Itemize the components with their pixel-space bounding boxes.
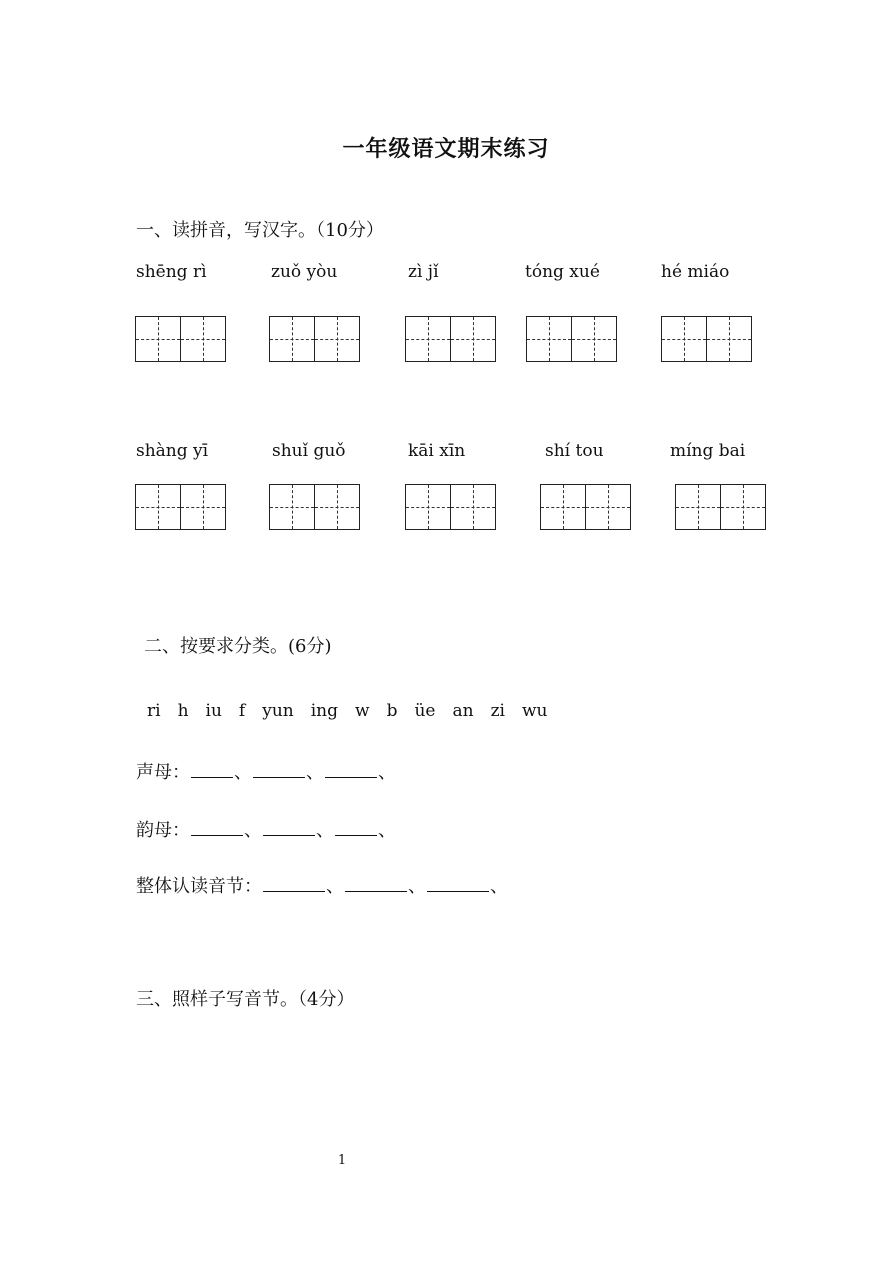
- writing-grid: [661, 316, 750, 362]
- writing-grid: [526, 316, 615, 362]
- separator: 、: [408, 876, 426, 897]
- pinyin-label: tóng xué: [525, 262, 600, 282]
- writing-grid: [135, 484, 224, 530]
- separator: 、: [244, 820, 262, 841]
- separator: 、: [378, 820, 396, 841]
- pinyin-label: shí tou: [545, 441, 604, 461]
- separator: 、: [234, 762, 252, 783]
- yunmu-label: 韵母：: [136, 820, 190, 841]
- letter-item: ri: [147, 701, 161, 721]
- section-1-heading: 一、读拼音，写汉字。（10分）: [136, 220, 384, 241]
- answer-blank[interactable]: [263, 817, 315, 836]
- letter-item: b: [386, 701, 398, 721]
- letter-item: üe: [414, 701, 436, 721]
- pinyin-label: hé miáo: [661, 262, 730, 282]
- separator: 、: [326, 876, 344, 897]
- writing-grid: [269, 484, 358, 530]
- shengmu-label: 声母：: [136, 762, 190, 783]
- zhengti-label: 整体认读音节：: [136, 876, 262, 897]
- page-number: 1: [337, 1153, 347, 1168]
- answer-blank[interactable]: [335, 817, 377, 836]
- writing-grid: [675, 484, 764, 530]
- pinyin-label: míng bai: [670, 441, 746, 461]
- letter-item: zi: [490, 701, 505, 721]
- pinyin-label: shuǐ guǒ: [272, 441, 346, 461]
- letter-item: yun: [262, 701, 294, 721]
- pinyin-label: zuǒ yòu: [271, 262, 338, 282]
- writing-grid: [540, 484, 629, 530]
- zhengti-row: [136, 872, 508, 898]
- answer-blank[interactable]: [427, 873, 489, 892]
- answer-blank[interactable]: [263, 873, 325, 892]
- separator: 、: [378, 762, 396, 783]
- answer-blank[interactable]: [191, 817, 243, 836]
- writing-grid: [405, 316, 494, 362]
- writing-grid: [405, 484, 494, 530]
- answer-blank[interactable]: [345, 873, 407, 892]
- letter-item: f: [238, 701, 246, 721]
- letter-item: h: [177, 701, 189, 721]
- pinyin-label: shàng yī: [136, 441, 209, 461]
- pinyin-label: shēng rì: [136, 262, 207, 282]
- pinyin-label: zì jǐ: [408, 262, 439, 282]
- letter-item: an: [452, 701, 474, 721]
- yunmu-row: [136, 816, 396, 842]
- section-3-heading: 三、照样子写音节。（4分）: [136, 989, 355, 1010]
- answer-blank[interactable]: [325, 759, 377, 778]
- separator: 、: [306, 762, 324, 783]
- separator: 、: [316, 820, 334, 841]
- letter-item: iu: [205, 701, 222, 721]
- section-2-heading: 二、按要求分类。(6分): [144, 636, 332, 657]
- answer-blank[interactable]: [253, 759, 305, 778]
- letter-list: [147, 701, 564, 721]
- letter-item: ing: [310, 701, 339, 721]
- pinyin-label: kāi xīn: [408, 441, 466, 461]
- page-title: 一年级语文期末练习: [342, 137, 550, 162]
- separator: 、: [490, 876, 508, 897]
- writing-grid: [269, 316, 358, 362]
- answer-blank[interactable]: [191, 759, 233, 778]
- letter-item: w: [355, 701, 370, 721]
- writing-grid: [135, 316, 224, 362]
- letter-item: wu: [521, 701, 548, 721]
- shengmu-row: [136, 758, 396, 784]
